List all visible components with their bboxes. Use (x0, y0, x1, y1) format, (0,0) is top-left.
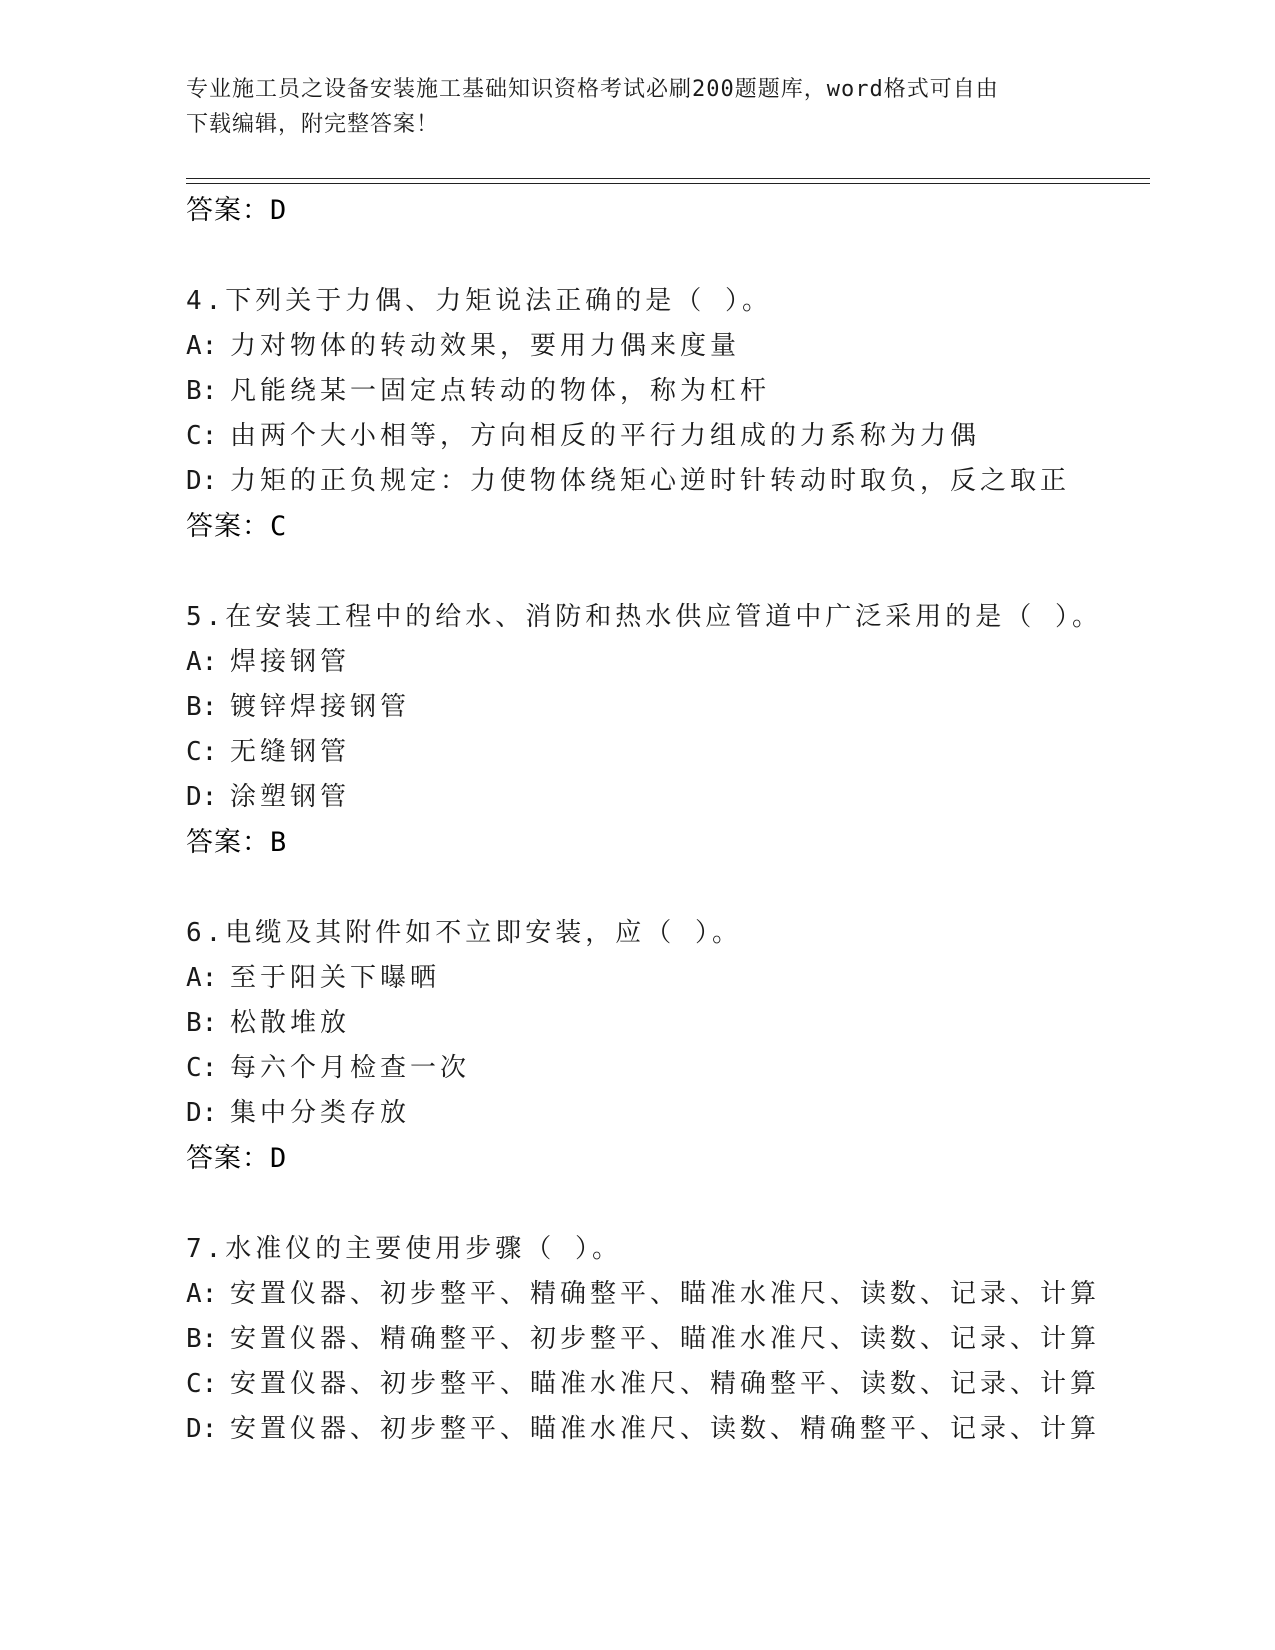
option-text: 凡能绕某一固定点转动的物体，称为杠杆 (230, 376, 771, 406)
option-b (186, 1317, 1166, 1362)
option-c (186, 730, 1166, 775)
option-b (186, 369, 1166, 414)
header-line-2: 下载编辑，附完整答案！ (186, 112, 440, 137)
question-gap (186, 549, 1166, 595)
option-a (186, 324, 1166, 369)
option-prefix: D: (186, 1098, 218, 1128)
option-text: 焊接钢管 (230, 647, 351, 677)
answer-line (186, 504, 1166, 549)
option-text: 涂塑钢管 (230, 782, 351, 812)
option-d (186, 1407, 1166, 1452)
option-a (186, 1272, 1166, 1317)
header-line-1: 专业施工员之设备安装施工基础知识资格考试必刷200题题库，word格式可自由 (186, 77, 999, 102)
question-stem: 4.下列关于力偶、力矩说法正确的是（ ）。 (186, 286, 772, 316)
option-d (186, 459, 1166, 504)
option-text: 集中分类存放 (230, 1098, 411, 1128)
option-d (186, 1091, 1166, 1136)
option-prefix: C: (186, 737, 218, 767)
option-b (186, 685, 1166, 730)
option-prefix: C: (186, 421, 218, 451)
header-rule-bottom (186, 183, 1150, 184)
question-block (186, 595, 1166, 865)
answer-label: 答案： (186, 827, 270, 858)
option-a (186, 956, 1166, 1001)
answer-value: B (270, 827, 288, 858)
option-b (186, 1001, 1166, 1046)
option-prefix: A: (186, 963, 218, 993)
question-stem: 7.水准仪的主要使用步骤（ ）。 (186, 1234, 622, 1264)
question-list (186, 188, 1166, 1452)
answer-label: 答案： (186, 511, 270, 542)
answer-value: D (270, 195, 288, 226)
question-stem: 5.在安装工程中的给水、消防和热水供应管道中广泛采用的是（ ）。 (186, 602, 1102, 632)
option-text: 镀锌焊接钢管 (230, 692, 411, 722)
question-block (186, 911, 1166, 1181)
answer-line (186, 820, 1166, 865)
header-rule-top (186, 178, 1150, 179)
option-prefix: B: (186, 1008, 218, 1038)
option-prefix: B: (186, 1324, 218, 1354)
option-prefix: C: (186, 1053, 218, 1083)
option-prefix: D: (186, 466, 218, 496)
question-stem: 6.电缆及其附件如不立即安装，应（ ）。 (186, 918, 742, 948)
question-block (186, 279, 1166, 549)
question-gap (186, 233, 1166, 279)
option-text: 无缝钢管 (230, 737, 351, 767)
option-text: 安置仪器、初步整平、瞄准水准尺、读数、精确整平、记录、计算 (230, 1414, 1101, 1444)
question-gap (186, 1181, 1166, 1227)
option-prefix: D: (186, 782, 218, 812)
option-text: 安置仪器、初步整平、瞄准水准尺、精确整平、读数、记录、计算 (230, 1369, 1101, 1399)
option-text: 松散堆放 (230, 1008, 351, 1038)
answer-label: 答案： (186, 195, 270, 226)
option-text: 安置仪器、初步整平、精确整平、瞄准水准尺、读数、记录、计算 (230, 1279, 1101, 1309)
option-prefix: D: (186, 1414, 218, 1444)
answer-line (186, 1136, 1166, 1181)
option-text: 至于阳关下曝晒 (230, 963, 441, 993)
option-prefix: B: (186, 376, 218, 406)
option-prefix: A: (186, 331, 218, 361)
option-c (186, 414, 1166, 459)
option-c (186, 1362, 1166, 1407)
option-text: 力对物体的转动效果，要用力偶来度量 (230, 331, 741, 361)
option-text: 安置仪器、精确整平、初步整平、瞄准水准尺、读数、记录、计算 (230, 1324, 1101, 1354)
option-prefix: A: (186, 1279, 218, 1309)
option-prefix: C: (186, 1369, 218, 1399)
page-header (186, 72, 1086, 142)
option-text: 力矩的正负规定：力使物体绕矩心逆时针转动时取负，反之取正 (230, 466, 1071, 496)
option-prefix: A: (186, 647, 218, 677)
option-d (186, 775, 1166, 820)
option-a (186, 640, 1166, 685)
answer-label: 答案： (186, 1143, 270, 1174)
option-prefix: B: (186, 692, 218, 722)
question-gap (186, 865, 1166, 911)
answer-value: C (270, 511, 288, 542)
answer-line (186, 188, 1166, 233)
option-text: 每六个月检查一次 (230, 1053, 471, 1083)
question-block (186, 1227, 1166, 1452)
option-text: 由两个大小相等，方向相反的平行力组成的力系称为力偶 (230, 421, 981, 451)
option-c (186, 1046, 1166, 1091)
answer-value: D (270, 1143, 288, 1174)
